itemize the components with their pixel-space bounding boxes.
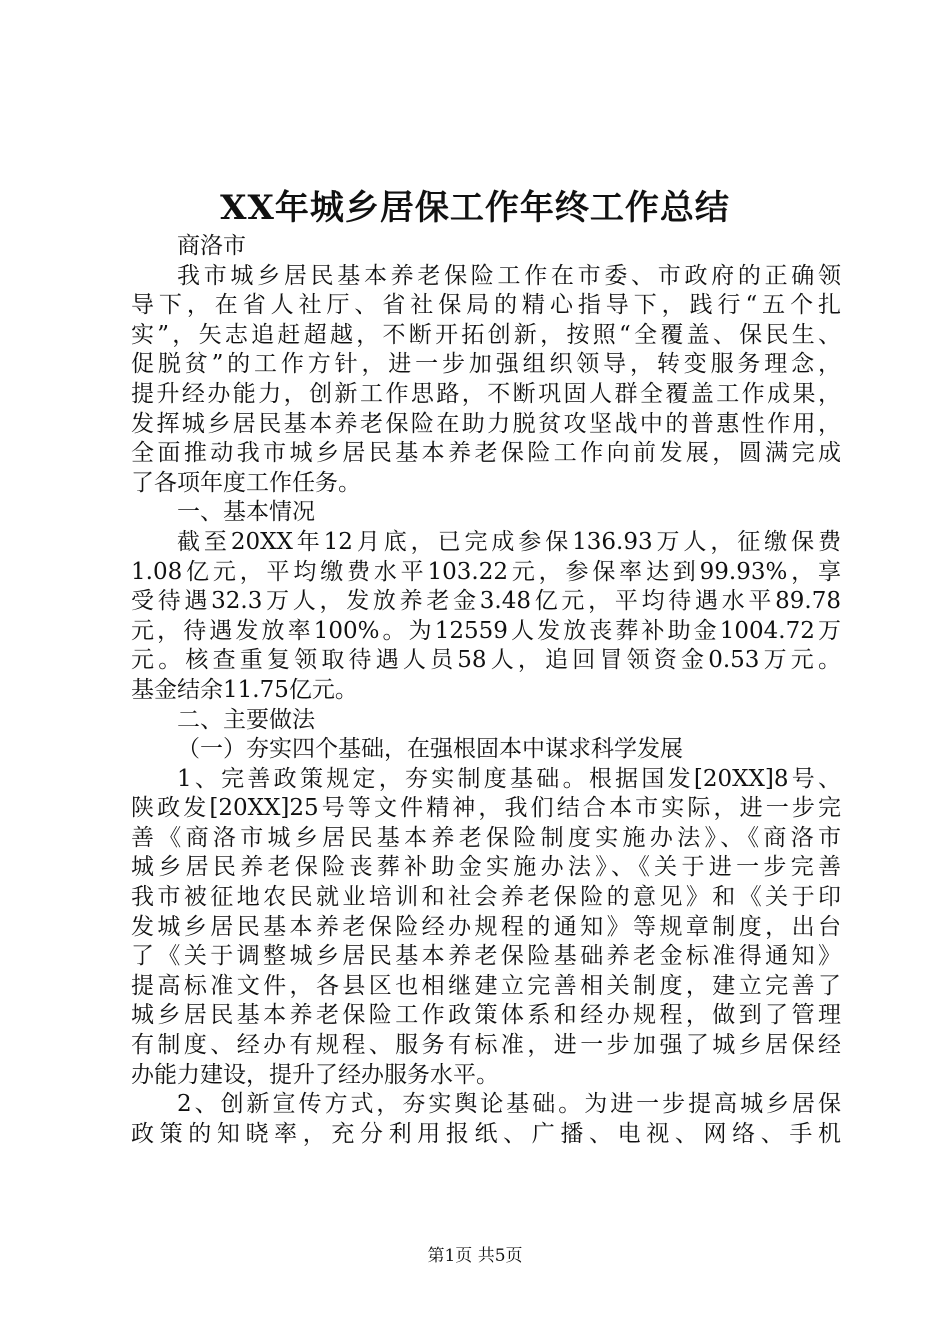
- paragraph-line: 了《关于调整城乡居民基本养老保险基础养老金标准得通知》: [131, 943, 841, 970]
- paragraph-line: 实”，矢志追赶超越，不断开拓创新，按照“全覆盖、保民生、: [131, 321, 841, 348]
- paragraph-line: 陕政发[20XX]25号等文件精神，我们结合本市实际，进一步完: [131, 795, 841, 822]
- paragraph-line: 商洛市: [177, 233, 246, 259]
- paragraph-line: 有制度、经办有规程、服务有标准，进一步加强了城乡居保经: [131, 1032, 841, 1059]
- section-heading: 二、主要做法: [177, 706, 315, 733]
- paragraph-line: 提升经办能力，创新工作思路，不断巩固人群全覆盖工作成果，: [131, 380, 841, 407]
- paragraph-line: 基金结余11.75亿元。: [131, 676, 358, 703]
- paragraph-line: 发挥城乡居民基本养老保险在助力脱贫攻坚战中的普惠性作用，: [131, 410, 841, 437]
- paragraph-line: 截至20XX年12月底，已完成参保136.93万人，征缴保费: [177, 528, 841, 555]
- document-body: [131, 232, 841, 1149]
- paragraph-line: 善《商洛市城乡居民基本养老保险制度实施办法》、《商洛市: [131, 824, 841, 851]
- paragraph-line: 发城乡居民基本养老保险经办规程的通知》等规章制度，出台: [131, 913, 841, 940]
- paragraph-line: 提高标准文件，各县区也相继建立完善相关制度，建立完善了: [131, 972, 841, 999]
- paragraph-line: 我市城乡居民基本养老保险工作在市委、市政府的正确领: [177, 262, 841, 289]
- subsection-heading: （一）夯实四个基础，在强根固本中谋求科学发展: [177, 736, 683, 763]
- paragraph-line: 办能力建设，提升了经办服务水平。: [131, 1061, 499, 1088]
- paragraph-line: 元。核查重复领取待遇人员58人，追回冒领资金0.53万元。: [131, 647, 841, 674]
- paragraph-line: 1、完善政策规定，夯实制度基础。根据国发[20XX]8号、: [177, 765, 841, 792]
- page-footer: 第1页 共5页: [427, 1246, 523, 1266]
- paragraph-line: 2、创新宣传方式，夯实舆论基础。为进一步提高城乡居保: [177, 1091, 841, 1118]
- paragraph-line: 元，待遇发放率100%。为12559人发放丧葬补助金1004.72万: [131, 617, 841, 644]
- section-heading: 一、基本情况: [177, 499, 315, 526]
- paragraph-line: 全面推动我市城乡居民基本养老保险工作向前发展，圆满完成: [131, 440, 841, 467]
- paragraph-line: 我市被征地农民就业培训和社会养老保险的意见》和《关于印: [131, 884, 841, 911]
- paragraph-line: 城乡居民养老保险丧葬补助金实施办法》、《关于进一步完善: [131, 854, 841, 881]
- paragraph-line: 政策的知晓率，充分利用报纸、广播、电视、网络、手机: [131, 1120, 841, 1147]
- document-title: XX年城乡居保工作年终工作总结: [220, 188, 730, 228]
- paragraph-line: 了各项年度工作任务。: [131, 469, 361, 496]
- paragraph-line: 导下，在省人社厅、省社保局的精心指导下，践行“五个扎: [131, 292, 841, 319]
- paragraph-line: 受待遇32.3万人，发放养老金3.48亿元，平均待遇水平89.78: [131, 588, 841, 615]
- paragraph-line: 城乡居民基本养老保险工作政策体系和经办规程，做到了管理: [131, 1002, 841, 1029]
- paragraph-line: 1.08亿元，平均缴费水平103.22元，参保率达到99.93%，享: [131, 558, 841, 585]
- paragraph-line: 促脱贫”的工作方针，进一步加强组织领导，转变服务理念，: [131, 351, 841, 378]
